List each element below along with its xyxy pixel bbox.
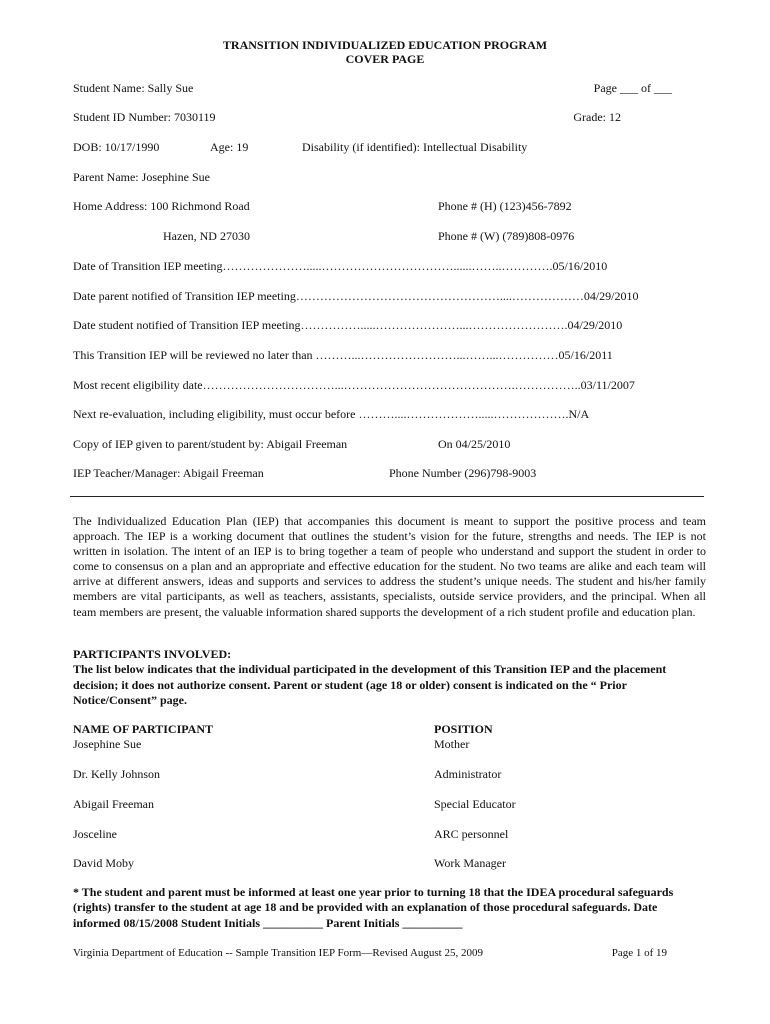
participants-heading: PARTICIPANTS INVOLVED: [73,647,232,661]
eligibility-date: Most recent eligibility date……………………………...…………………………………….……………..03/11/2007 [73,378,635,392]
intro-paragraph: The Individualized Education Plan (IEP) that accompanies this document is meant to support the positive process and team approach. The IEP is a working document that outlines the student’s vision for the future, strengths and needs. The IEP is not written in isolation. The intent of an IEP is to bring together a team of people who understand and support the student in order to come to consensus on a plan and an appropriate and effective education for the student. No two teams are alike and each team will arrive at different answers, ideas and supports and services to address the student’s unique needs. The student and his/her family members are vital participants, as well as teachers, assistants, specialists, outside service providers, and the principal. When all team members are present, the valuable information shared supports the development of a rich student profile and education plan. [73,514,706,619]
review-date: This Transition IEP will be reviewed no later than ………...……………………...……...……………05/16/2011 [73,348,613,362]
student-id: Student ID Number: 7030119 [73,110,216,124]
date-transition-meeting: Date of Transition IEP meeting………………….....……………………………......……..………….05/16/2010 [73,259,608,273]
participant-name: Abigail Freeman [73,797,154,811]
phone-home: Phone # (H) (123)456-7892 [438,199,572,213]
phone-work: Phone # (W) (789)808-0976 [438,229,575,243]
home-address: Home Address: 100 Richmond Road [73,199,250,213]
footer-page-number: Page 1 of 19 [611,947,667,959]
participant-position: Work Manager [434,856,507,870]
participant-name: Dr. Kelly Johnson [73,767,160,781]
footer-source: Virginia Department of Education -- Sample Transition IEP Form—Revised August 25, 2009 [73,947,483,959]
age: Age: 19 [210,140,249,154]
col-name-header: NAME OF PARTICIPANT [73,722,214,736]
copy-given-on: On 04/25/2010 [438,437,511,451]
section-divider [70,496,704,497]
participant-name: David Moby [73,856,134,870]
copy-given-by: Copy of IEP given to parent/student by: Abigail Freeman [73,437,348,451]
participants-statement: The list below indicates that the individual participated in the development of this Transition IEP and the placement decision; it does not authorize consent. Parent or student (age 18 or older) consent is indicated on the “ Prior Notice/Consent” page. [73,662,667,707]
reevaluation-date: Next re-evaluation, including eligibility, must occur before ………....……………….....……………….N/A [73,407,590,421]
parent-name: Parent Name: Josephine Sue [73,170,210,184]
participant-position: Administrator [434,767,502,781]
col-position-header: POSITION [434,722,493,736]
safeguards-note: * The student and parent must be informed at least one year prior to turning 18 that the IDEA procedural safeguards (rights) transfer to the student at age 18 and be provided with an explanation of those procedural safeguards. Date informed 08/15/2008 Student Initials __________ Parent Initials __________ [73,885,674,930]
participant-position: ARC personnel [434,827,509,841]
iep-teacher: IEP Teacher/Manager: Abigail Freeman [73,466,264,480]
participant-name: Josceline [73,827,117,841]
student-name: Student Name: Sally Sue [73,81,194,95]
date-parent-notified: Date parent notified of Transition IEP meeting……………………………………………....………………04/29/2010 [73,289,639,303]
disability: Disability (if identified): Intellectual Disability [302,140,528,154]
participant-position: Special Educator [434,797,516,811]
page-of: Page ___ of ___ [593,81,672,95]
form-subtitle: COVER PAGE [345,52,425,66]
participant-name: Josephine Sue [73,737,142,751]
dob: DOB: 10/17/1990 [73,140,160,154]
participant-position: Mother [434,737,470,751]
grade: Grade: 12 [573,110,621,124]
date-student-notified: Date student notified of Transition IEP meeting…………….....…………………...…………………….04/29/2010 [73,318,623,332]
home-address-city: Hazen, ND 27030 [163,229,250,243]
form-title: TRANSITION INDIVIDUALIZED EDUCATION PROGRAM [222,38,548,52]
teacher-phone: Phone Number (296)798-9003 [389,466,537,480]
